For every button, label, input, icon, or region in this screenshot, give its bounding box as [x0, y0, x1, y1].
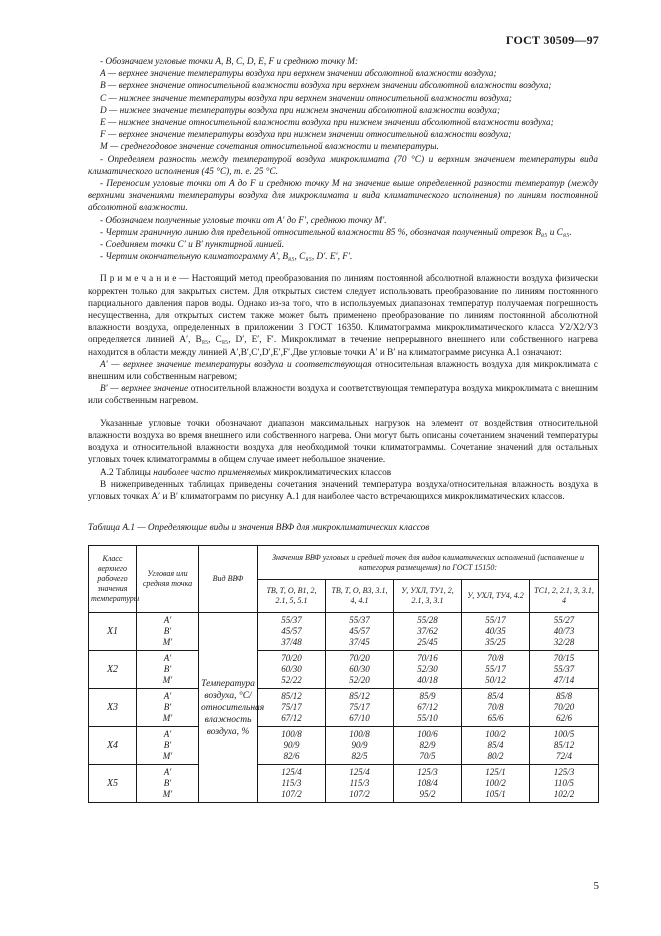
- point-label: M′: [162, 789, 173, 799]
- point-cell: [137, 765, 199, 803]
- paragraph: B — верхнее значение относительной влажности воздуха при верхнем значении абсолютной влажности воздуха;: [100, 81, 552, 92]
- value: 47/14: [553, 675, 575, 685]
- value: 55/37: [553, 664, 575, 674]
- value: 65/6: [487, 713, 504, 723]
- heading-part: микроклиматических классов: [271, 467, 392, 478]
- heading-part: А.2 Таблицы: [100, 467, 154, 478]
- paragraph: - Обозначаем полученные угловые точки от A′ до F′, среднюю точку M′.: [100, 215, 387, 226]
- paragraph: - Обозначаем угловые точки A, B, C, D, E, F и среднюю точку M:: [100, 57, 359, 67]
- page-number: 5: [593, 880, 599, 892]
- value: 85/8: [556, 691, 573, 701]
- value: 67/12: [281, 713, 302, 723]
- header-span: Значения ВВФ угловых и средней точек для видов климатических исполнений (исполнение и категория размещения) по ГОСТ 15150:: [258, 546, 599, 580]
- paragraph: Указанные угловые точки обозначают диапазон максимальных нагрузок на элемент от воздействия относительной влажности воздуха во время внешнего или собственного нагрева. Они могут быть описаны сочетанием значений температуры воздуха и относительной влажности воздуха для необходимой точки климатограммы. Сочетание значений для остальных угловых точек климатограммы в общем случае имеет небольшое значение.: [88, 418, 598, 466]
- value: 110/5: [554, 778, 574, 788]
- paragraph: - Соединяем точки C′ и B′ пунктирной линией.: [100, 240, 285, 251]
- value: 32/28: [553, 637, 575, 647]
- value: 52/22: [281, 675, 302, 685]
- value-cell: [530, 765, 599, 803]
- value: 125/3: [417, 767, 438, 777]
- value: 45/57: [349, 626, 370, 636]
- value-cell: [326, 689, 394, 727]
- table-row: [89, 689, 599, 727]
- value: 95/2: [419, 789, 436, 799]
- value: 70/8: [487, 653, 504, 663]
- value-cell: [326, 727, 394, 765]
- value-cell: [258, 689, 326, 727]
- value-cell: [462, 765, 530, 803]
- value: 25/45: [417, 637, 438, 647]
- value: 67/10: [349, 713, 370, 723]
- point-cell: [137, 689, 199, 727]
- value: 107/2: [281, 789, 302, 799]
- header-point: Угловая или средняя точка: [137, 546, 199, 613]
- value-cell: [258, 651, 326, 689]
- value-cell: [394, 613, 462, 651]
- point-cell: [137, 651, 199, 689]
- paragraph: F — верхнее значение температуры воздуха при нижнем значении относительной влажности воздуха;: [100, 130, 512, 141]
- value-cell: [326, 651, 394, 689]
- value: 70/20: [349, 653, 370, 663]
- table-row: [89, 613, 599, 651]
- header-sub: У, УХЛ, ТУ1, 2, 2.1, 3, 3.1: [394, 580, 462, 613]
- value: 108/4: [417, 778, 438, 788]
- value: 55/17: [485, 615, 506, 625]
- value: 60/30: [349, 664, 370, 674]
- value-cell: [258, 765, 326, 803]
- table-caption: Таблица А.1 — Определяющие виды и значения ВВФ для микроклиматических классов: [88, 523, 430, 533]
- paragraph: В нижеприведенных таблицах приведены сочетания значений температура воздуха/относительная влажность воздуха в угловых точках A′ и B′ климатограмм по рисунку А.1 для наиболее часто встречающихся микроклиматических классов.: [88, 479, 598, 502]
- value: 100/8: [349, 729, 370, 739]
- paragraph: - Определяем разность между температурой воздуха микроклимата (70 °С) и верхним значением температуры вида климатического исполнения (45 °С), т. е. 25 °С.: [88, 154, 598, 177]
- header-sub: ТВ, Т, О, В1, 2, 2.1, 5, 5.1: [258, 580, 326, 613]
- value: 82/9: [419, 740, 436, 750]
- value: 40/73: [553, 626, 575, 636]
- point-label: A′: [163, 653, 172, 663]
- class-cell: Х1: [89, 613, 137, 651]
- class-cell: Х2: [89, 651, 137, 689]
- value: 40/35: [485, 626, 506, 636]
- value: 62/6: [556, 713, 573, 723]
- value: 102/2: [553, 789, 575, 799]
- value-cell: [462, 727, 530, 765]
- body-text: [88, 56, 598, 503]
- value: 55/28: [417, 615, 438, 625]
- note-paragraph: [88, 273, 598, 358]
- value-cell: [530, 689, 599, 727]
- value: 55/17: [485, 664, 506, 674]
- value: 100/2: [485, 729, 506, 739]
- value-cell: [394, 765, 462, 803]
- header-class: Класс верхнего рабочего значения температуры: [89, 546, 137, 613]
- value: 125/3: [553, 767, 575, 777]
- point-label: A′: [163, 691, 172, 701]
- point-label: A′: [163, 767, 172, 777]
- value-cell: [462, 689, 530, 727]
- paragraph-lead: B′ — верхнее значение: [100, 384, 189, 395]
- value-cell: [394, 689, 462, 727]
- note-body: — Настоящий метод преобразования по линиям постоянной абсолютной влажности воздуха физически корректен только для закрытых систем. Для открытых систем следует использовать преобразование по линиям постоянного парциального давления паров воды. Однако из-за того, что в используемых диапазонах температур получаемая погрешность несущественна, для открытых систем также может быть применено преобразование по линиям постоянной абсолютной влажности воздуха, определенных в приложении 3 ГОСТ 16350. Климатограмма микроклиматического класса У2/Х2/У3 определяется линией A′, B₈₅, C₈₅, D′, E′, F′. Микроклимат в течение непрерывного внешнего или собственного нагрева находится в области между линией A′,B′,C′,D′,E′,F′.Две угловые точки A′ и B′ на климатограмме рисунка А.1 означают:: [88, 274, 598, 358]
- value: 37/48: [281, 637, 302, 647]
- point-label: A′: [163, 615, 172, 625]
- microclimate-table: [88, 545, 599, 803]
- value: 85/9: [419, 691, 436, 701]
- value-cell: [326, 765, 394, 803]
- value: 55/27: [553, 615, 575, 625]
- value: 85/12: [553, 740, 575, 750]
- header-sub: У, УХЛ, ТУ4, 4.2: [462, 580, 530, 613]
- paragraph: [88, 359, 598, 383]
- value: 107/2: [349, 789, 370, 799]
- point-label: B′: [163, 778, 172, 788]
- value: 75/17: [349, 702, 370, 712]
- point-cell: [137, 613, 199, 651]
- value: 70/20: [553, 702, 575, 712]
- value: 52/20: [349, 675, 370, 685]
- paragraph: - Переносим угловые точки от A до F и среднюю точку M на значение выше определенной разности температур (между верхними значениями температуры воздуха для микроклимата и вида климатического исполнения) по линиям постоянной абсолютной влажности.: [88, 179, 598, 214]
- value: 70/20: [281, 653, 302, 663]
- value: 115/3: [281, 778, 302, 788]
- table-row: [89, 727, 599, 765]
- point-label: M′: [162, 675, 173, 685]
- point-label: M′: [162, 713, 173, 723]
- class-cell: Х4: [89, 727, 137, 765]
- value: 90/9: [283, 740, 300, 750]
- value: 70/15: [553, 653, 575, 663]
- value: 85/4: [487, 691, 504, 701]
- note-label: П р и м е ч а н и е: [100, 274, 177, 285]
- value-cell: [326, 613, 394, 651]
- vvf-kind-cell: Температура воздуха, °С/относительная влажность воздуха, %: [199, 613, 258, 803]
- value: 115/3: [349, 778, 370, 788]
- table-row: [89, 651, 599, 689]
- point-label: B′: [163, 626, 172, 636]
- standard-header: ГОСТ 30509—97: [505, 33, 599, 47]
- value: 105/1: [485, 789, 506, 799]
- point-label: A′: [163, 729, 172, 739]
- value: 70/5: [419, 751, 436, 761]
- point-label: B′: [163, 740, 172, 750]
- value: 35/25: [485, 637, 506, 647]
- class-cell: Х5: [89, 765, 137, 803]
- value: 100/8: [281, 729, 302, 739]
- value-cell: [530, 727, 599, 765]
- value: 70/16: [417, 653, 438, 663]
- value-cell: [258, 727, 326, 765]
- value: 40/18: [417, 675, 438, 685]
- value: 50/12: [485, 675, 506, 685]
- paragraph: [88, 383, 598, 407]
- header-vvf: Вид ВВФ: [199, 546, 258, 613]
- point-label: B′: [163, 664, 172, 674]
- value: 55/37: [349, 615, 370, 625]
- heading-part: наиболее часто применяемых: [153, 467, 272, 478]
- paragraph: E — нижнее значение относительной влажности воздуха при нижнем значении абсолютной влажности воздуха;: [100, 118, 554, 129]
- value: 80/2: [487, 751, 504, 761]
- point-cell: [137, 727, 199, 765]
- value-cell: [394, 727, 462, 765]
- header-sub: ТС1, 2, 2.1, 3, 3.1, 4: [530, 580, 599, 613]
- value: 55/37: [281, 615, 302, 625]
- value: 85/12: [281, 691, 302, 701]
- value-cell: [462, 651, 530, 689]
- value: 67/12: [417, 702, 438, 712]
- header-sub: ТВ, Т, О, В3, 3.1, 4, 4.1: [326, 580, 394, 613]
- paragraph-rest: относительная влажность воздуха для микроклимата с внешним или собственным нагревом;: [88, 359, 598, 383]
- point-label: M′: [162, 751, 173, 761]
- point-label: M′: [162, 637, 173, 647]
- value: 82/5: [351, 751, 368, 761]
- value: 70/8: [487, 702, 504, 712]
- section-heading: [88, 467, 598, 479]
- point-label: B′: [163, 702, 172, 712]
- value: 52/30: [417, 664, 438, 674]
- value: 125/4: [349, 767, 370, 777]
- value: 85/12: [349, 691, 370, 701]
- value-cell: [530, 651, 599, 689]
- paragraph: M — среднегодовое значение сочетания относительной влажности и температуры.: [100, 142, 439, 153]
- paragraph: A — верхнее значение температуры воздуха при верхнем значении абсолютной влажности воздуха;: [100, 69, 497, 80]
- value: 37/62: [417, 626, 438, 636]
- paragraph: - Чертим граничную линию для предельной относительной влажности 85 %, обозначая полученный отрезок B₈₅ и C₈₅.: [100, 227, 572, 238]
- paragraph: C — нижнее значение температуры воздуха при верхнем значении относительной влажности воздуха;: [100, 93, 512, 104]
- value: 37/45: [349, 637, 370, 647]
- paragraph-lead: A′ — верхнее значение температуры воздуха и соответствующая: [100, 359, 372, 370]
- value: 55/10: [417, 713, 438, 723]
- value-cell: [462, 613, 530, 651]
- value: 100/5: [553, 729, 575, 739]
- value: 75/17: [281, 702, 302, 712]
- value: 72/4: [556, 751, 573, 761]
- value: 90/9: [351, 740, 368, 750]
- value: 85/4: [487, 740, 504, 750]
- value-cell: [258, 613, 326, 651]
- table-row: [89, 765, 599, 803]
- value: 60/30: [281, 664, 302, 674]
- paragraph: - Чертим окончательную климатограмму A′, B₈₅, C₈₅, D′. E′, F′.: [100, 252, 353, 263]
- paragraph-rest: относительной влажности воздуха и соответствующая температура воздуха микроклимата с внешним или собственным нагревом.: [88, 384, 599, 407]
- value: 100/2: [485, 778, 506, 788]
- value: 45/57: [281, 626, 302, 636]
- value: 100/6: [417, 729, 438, 739]
- value-cell: [394, 651, 462, 689]
- value-cell: [530, 613, 599, 651]
- class-cell: Х3: [89, 689, 137, 727]
- paragraph: D — нижнее значение температуры воздуха при нижнем значении абсолютной влажности воздуха;: [100, 105, 501, 116]
- value: 125/1: [485, 767, 506, 777]
- value: 125/4: [281, 767, 302, 777]
- value: 82/6: [283, 751, 300, 761]
